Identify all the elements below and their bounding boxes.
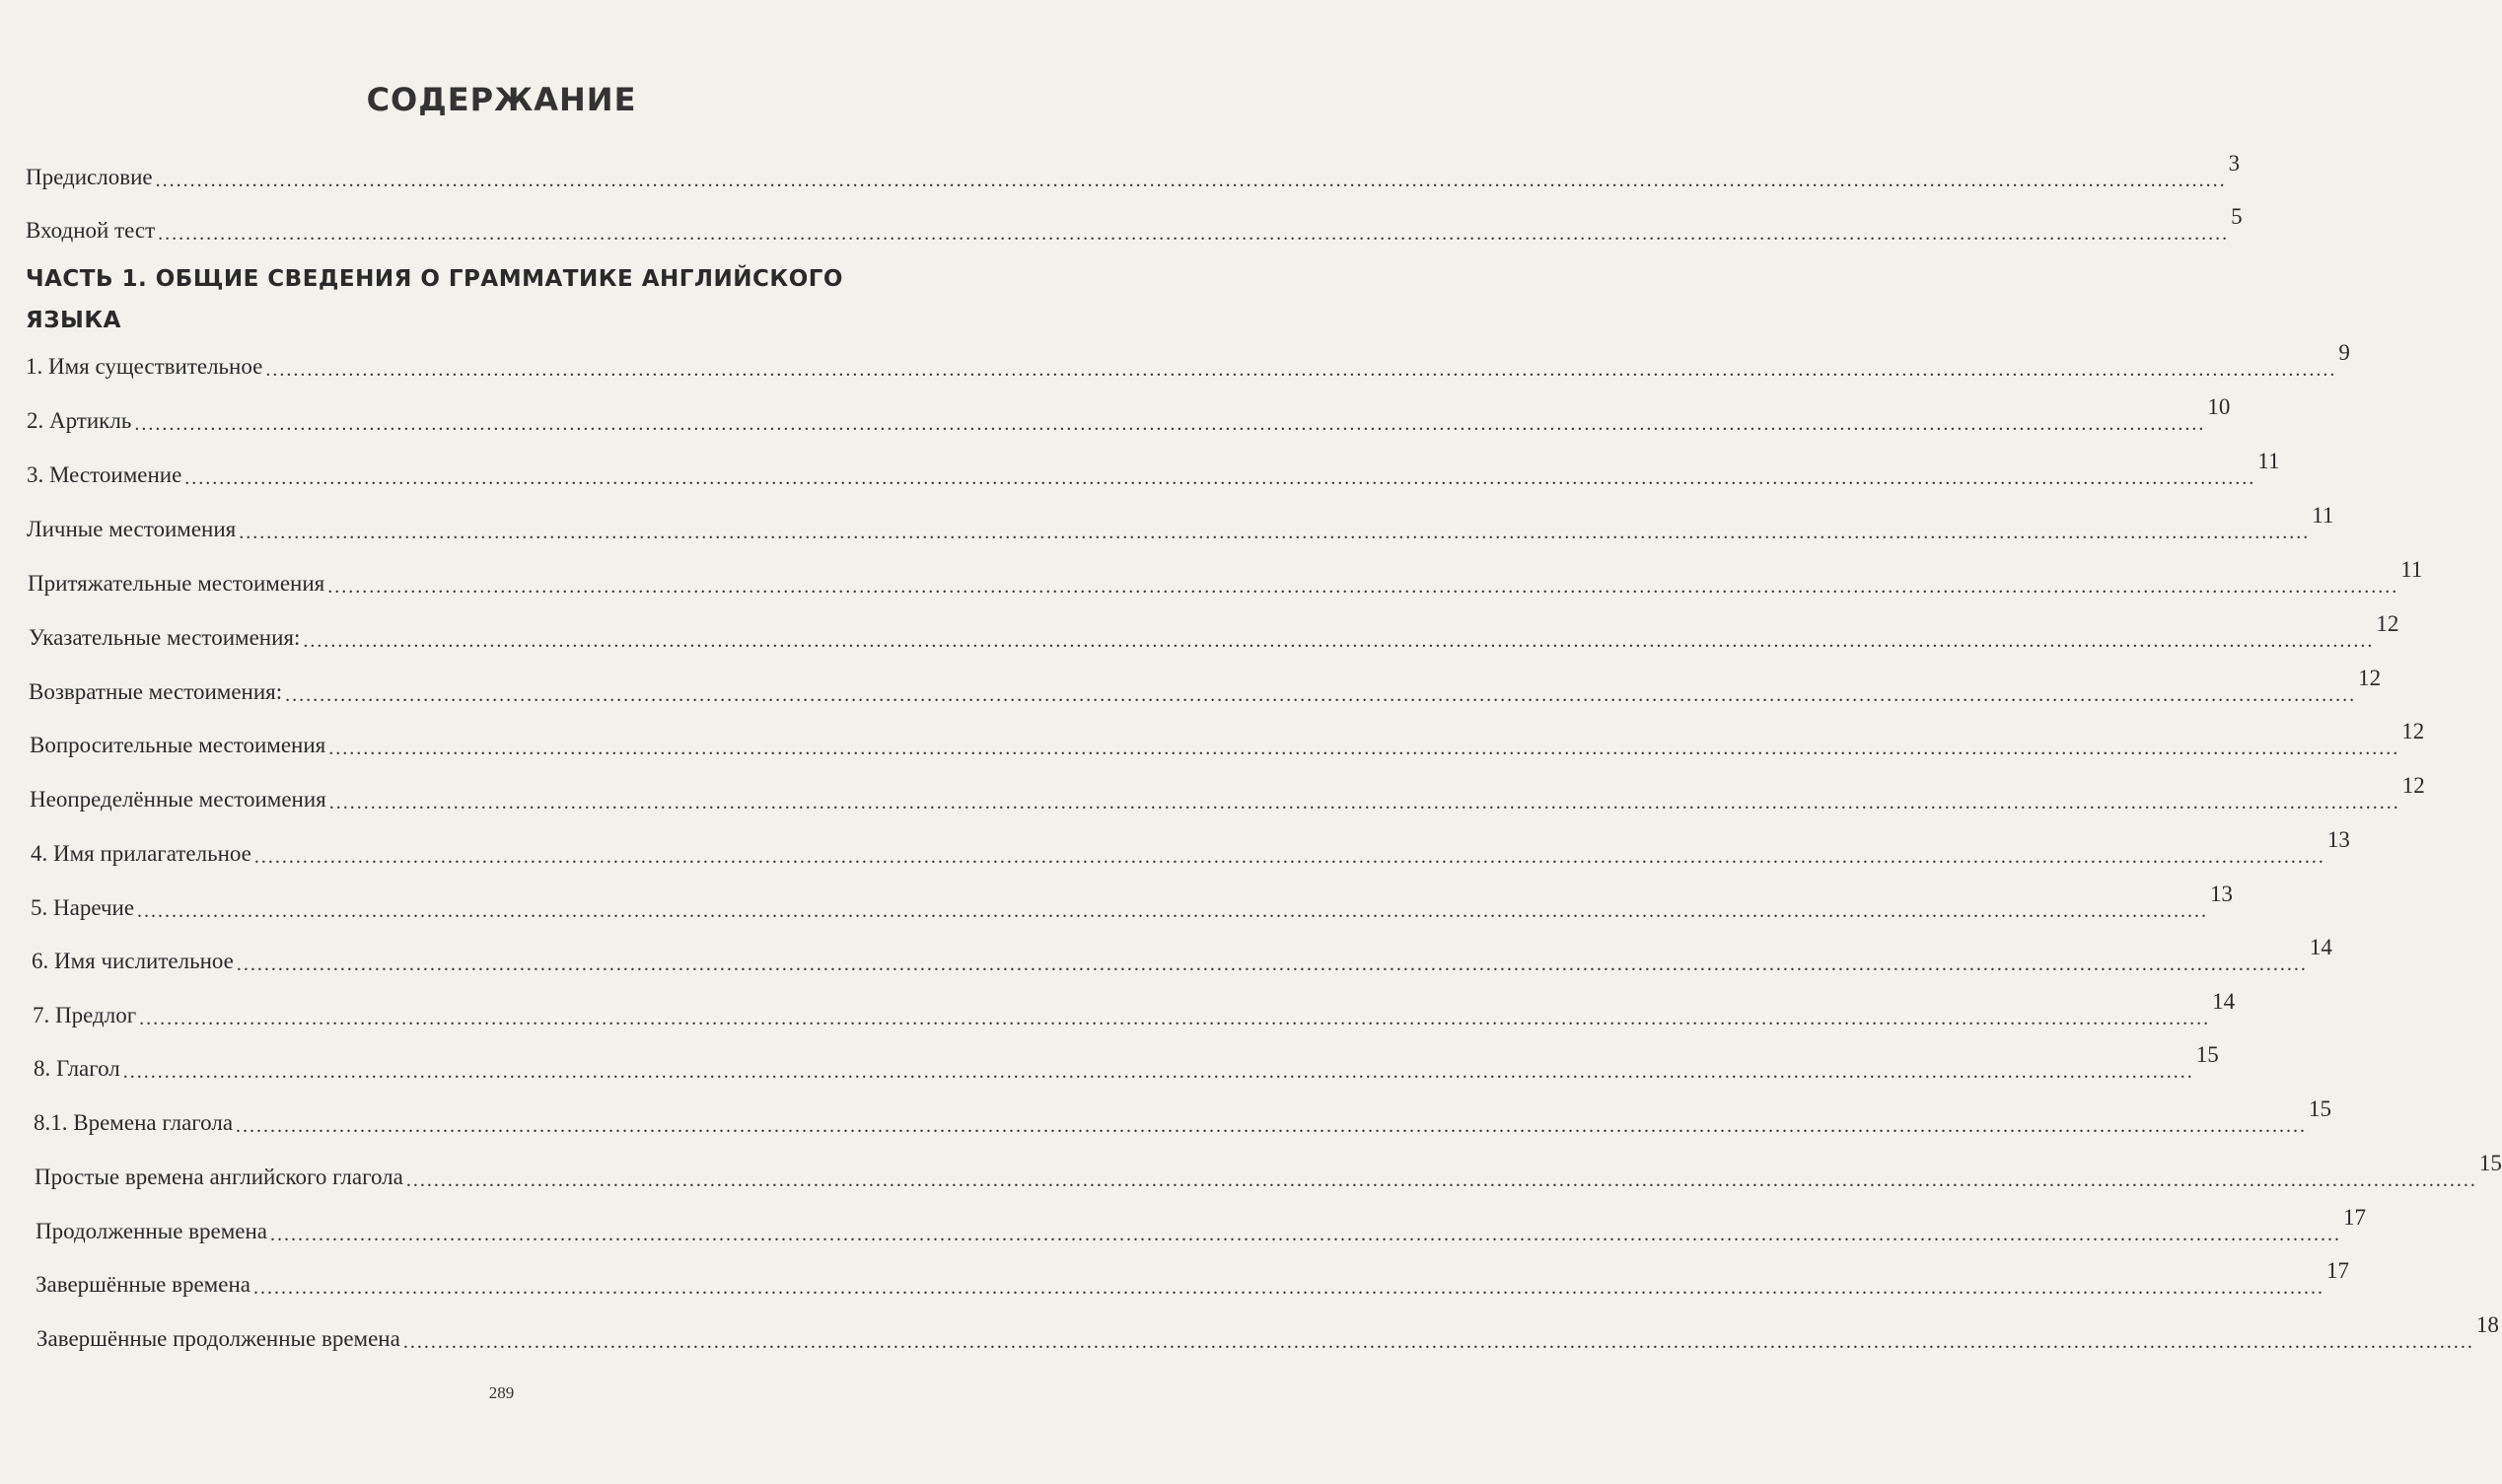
toc-entry bbox=[31, 882, 2234, 922]
part-heading: ЧАСТЬ 1. ОБЩИЕ СВЕДЕНИЯ О ГРАММАТИКЕ АНГЛИЙСКОГО ЯЗЫКА bbox=[26, 266, 843, 333]
toc-entry bbox=[27, 449, 2280, 489]
toc-entry-title: Личные местоимения bbox=[27, 517, 237, 541]
toc-entry-title: Возвратные местоимения: bbox=[29, 679, 283, 704]
toc-entry-page: 9 bbox=[2338, 340, 2350, 365]
toc-entry bbox=[33, 989, 2236, 1029]
toc-entry-page: 12 bbox=[2376, 611, 2399, 636]
toc-entry-title: Неопределённые местоимения bbox=[30, 787, 326, 812]
toc-entry-page: 15 bbox=[2309, 1096, 2332, 1121]
toc-entry-title: 5. Наречие bbox=[31, 895, 135, 920]
toc-entry-page: 12 bbox=[2401, 719, 2425, 743]
toc-entry bbox=[32, 935, 2332, 975]
dot-leader: ............................................................................................................................................................................................................................................................................................................ bbox=[328, 792, 2400, 813]
toc-entry bbox=[28, 557, 2423, 598]
toc-entry-title: Указательные местоимения: bbox=[29, 625, 301, 650]
dot-leader: ............................................................................................................................................................................................................................................................................................................ bbox=[184, 467, 2256, 489]
toc-entry-page: 14 bbox=[2212, 989, 2236, 1014]
toc-entry-page: 14 bbox=[2309, 935, 2332, 959]
toc-entry bbox=[27, 503, 2334, 543]
dot-leader: ............................................................................................................................................................................................................................................................................................................ bbox=[139, 1008, 2211, 1029]
toc-entry bbox=[26, 151, 2241, 191]
contents-title: СОДЕРЖАНИЕ bbox=[366, 81, 637, 118]
toc-entry bbox=[36, 1205, 2366, 1245]
toc-entry-title: 8. Глагол bbox=[34, 1056, 120, 1081]
toc-entry-title: Продолженные времена bbox=[36, 1219, 267, 1243]
toc-entry-page: 11 bbox=[2312, 503, 2334, 528]
toc-entry-page: 13 bbox=[2210, 882, 2234, 906]
toc-entry-title: Входной тест bbox=[26, 218, 156, 243]
toc-entry bbox=[26, 204, 2243, 245]
dot-leader: ............................................................................................................................................................................................................................................................................................................ bbox=[303, 630, 2375, 652]
dot-leader: ............................................................................................................................................................................................................................................................................................................ bbox=[137, 900, 2209, 922]
toc-entry-page: 15 bbox=[2195, 1042, 2219, 1067]
dot-leader: ............................................................................................................................................................................................................................................................................................................ bbox=[265, 359, 2337, 381]
toc-entry-page: 10 bbox=[2207, 394, 2231, 419]
dot-leader: ............................................................................................................................................................................................................................................................................................................ bbox=[253, 846, 2325, 868]
toc-entry-page: 18 bbox=[2475, 1312, 2499, 1337]
dot-leader: ............................................................................................................................................................................................................................................................................................................ bbox=[122, 1061, 2194, 1083]
toc-entry bbox=[36, 1312, 2499, 1353]
dot-leader: ............................................................................................................................................................................................................................................................................................................ bbox=[327, 576, 2399, 598]
dot-leader: ............................................................................................................................................................................................................................................................................................................ bbox=[405, 1169, 2477, 1191]
dot-leader: ............................................................................................................................................................................................................................................................................................................ bbox=[270, 1224, 2341, 1245]
dot-leader: ............................................................................................................................................................................................................................................................................................................ bbox=[328, 738, 2400, 759]
toc-entry-page: 11 bbox=[2400, 557, 2423, 582]
toc-entry bbox=[29, 611, 2399, 652]
dot-leader: ............................................................................................................................................................................................................................................................................................................ bbox=[134, 413, 2206, 435]
toc-entry bbox=[36, 1258, 2349, 1299]
dot-leader: ............................................................................................................................................................................................................................................................................................................ bbox=[402, 1331, 2474, 1353]
toc-entry-title: 7. Предлог bbox=[33, 1003, 137, 1027]
toc-entry-title: 4. Имя прилагательное bbox=[31, 841, 251, 866]
toc-entry bbox=[34, 1096, 2332, 1137]
dot-leader: ............................................................................................................................................................................................................................................................................................................ bbox=[236, 954, 2308, 975]
dot-leader: ............................................................................................................................................................................................................................................................................................................ bbox=[236, 1115, 2308, 1137]
dot-leader: ............................................................................................................................................................................................................................................................................................................ bbox=[252, 1277, 2324, 1299]
dot-leader: ............................................................................................................................................................................................................................................................................................................ bbox=[155, 170, 2227, 191]
toc-entry-title: Вопросительные местоимения bbox=[30, 733, 326, 757]
toc-entry-page: 17 bbox=[2343, 1205, 2366, 1230]
dot-leader: ............................................................................................................................................................................................................................................................................................................ bbox=[239, 522, 2311, 543]
toc-entry bbox=[31, 827, 2350, 868]
toc-entry bbox=[34, 1042, 2219, 1083]
toc-entry-title: 3. Местоимение bbox=[27, 462, 182, 487]
dot-leader: ............................................................................................................................................................................................................................................................................................................ bbox=[285, 684, 2357, 706]
toc-entry-page: 5 bbox=[2231, 204, 2243, 229]
toc-entry bbox=[35, 1151, 2502, 1191]
toc-entry-title: Завершённые времена bbox=[36, 1272, 250, 1297]
toc-entry-page: 12 bbox=[2401, 773, 2425, 798]
toc-entry bbox=[29, 666, 2382, 706]
toc-entry-title: 1. Имя существительное bbox=[26, 354, 263, 379]
dot-leader: ............................................................................................................................................................................................................................................................................................................ bbox=[158, 223, 2230, 245]
toc-entry-title: 2. Артикль bbox=[27, 408, 132, 433]
page-number: 289 bbox=[488, 1383, 515, 1402]
toc-entry-title: Завершённые продолженные времена bbox=[36, 1326, 400, 1351]
toc-entry-page: 15 bbox=[2478, 1151, 2502, 1175]
toc-entry-page: 17 bbox=[2325, 1258, 2349, 1283]
toc-entry bbox=[30, 719, 2425, 759]
toc-entry-page: 11 bbox=[2257, 449, 2280, 473]
toc-entry-title: Простые времена английского глагола bbox=[35, 1165, 403, 1189]
toc-entry-title: Предисловие bbox=[26, 165, 153, 189]
toc-entry-title: 6. Имя числительное bbox=[32, 949, 234, 973]
toc-entry-page: 12 bbox=[2358, 666, 2382, 690]
toc-entry-title: Притяжательные местоимения bbox=[28, 571, 325, 596]
toc-entry bbox=[30, 773, 2425, 813]
toc-entry bbox=[27, 394, 2231, 435]
toc-entry-title: 8.1. Времена глагола bbox=[34, 1110, 234, 1135]
toc-entry-page: 13 bbox=[2326, 827, 2350, 852]
toc-entry-page: 3 bbox=[2228, 151, 2241, 176]
toc-entry bbox=[26, 340, 2350, 381]
